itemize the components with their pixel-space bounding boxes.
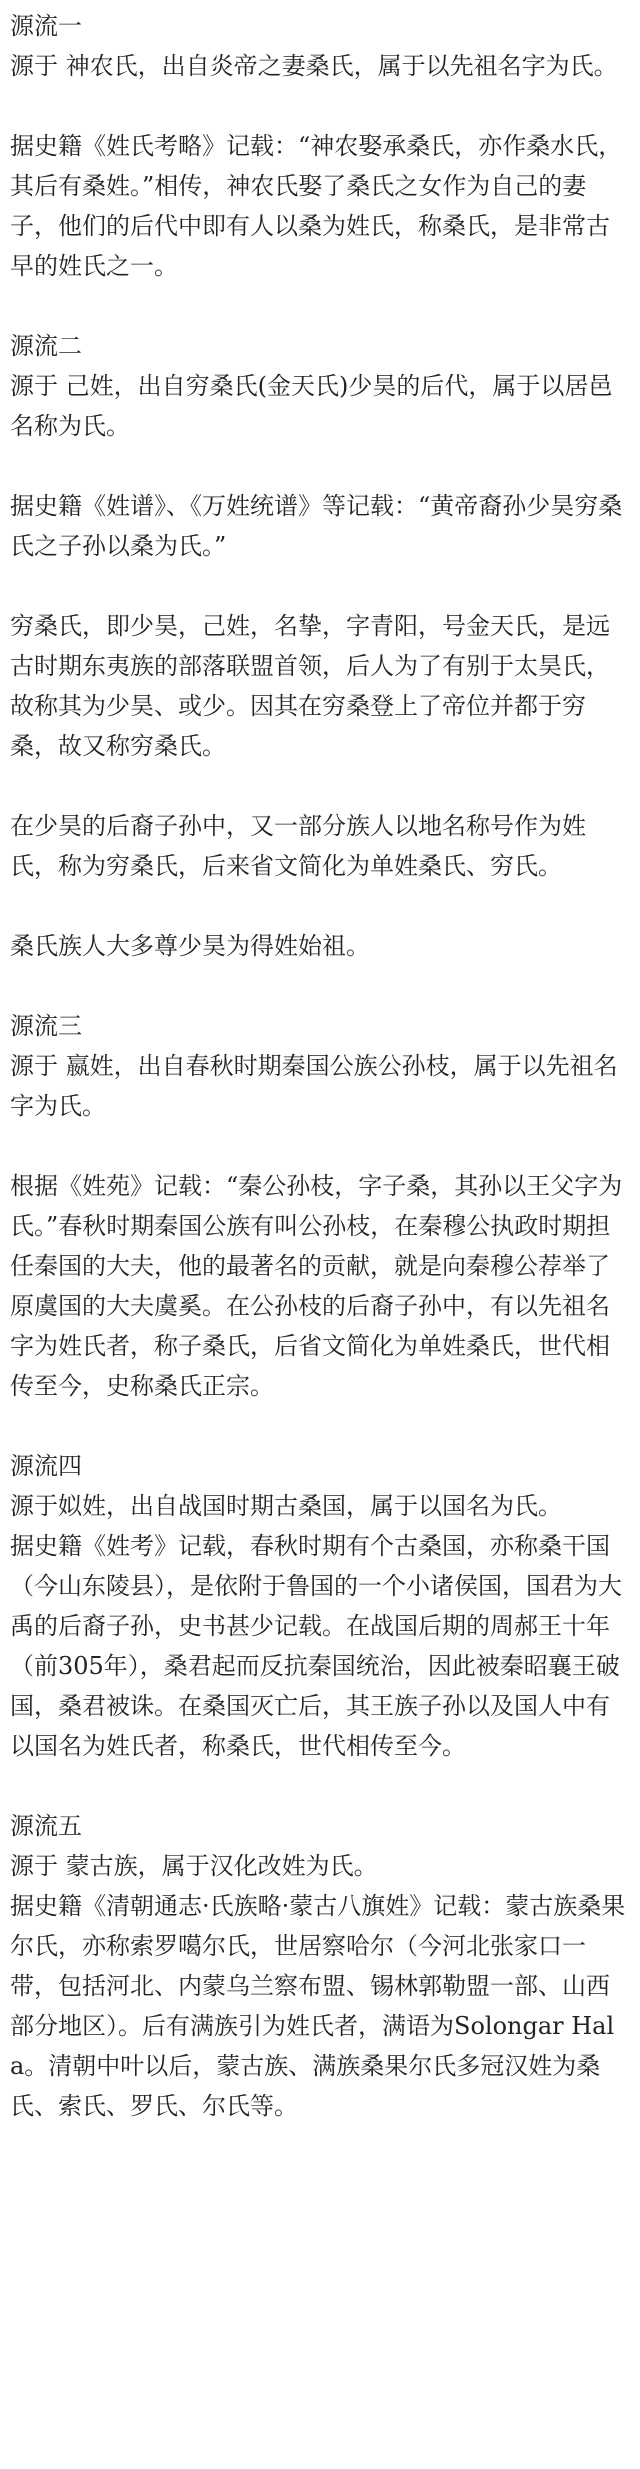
- origin-section-4: [10, 1446, 630, 1766]
- paragraph: 穷桑氏，即少昊，己姓，名挚，字青阳，号金天氏，是远古时期东夷族的部落联盟首领，后人为了有别于太昊氏，故称其为少昊、或少。因其在穷桑登上了帝位并都于穷桑，故又称穷桑氏。: [10, 612, 610, 760]
- section-heading: 源流二: [10, 332, 82, 360]
- paragraph: 据史籍《姓考》记载，春秋时期有个古桑国，亦称桑干国（今山东陵县），是依附于鲁国的一个小诸侯国，国君为大禹的后裔子孙，史书甚少记载。在战国后期的周郝王十年（前305年），桑君起而反抗秦国统治，因此被秦昭襄王破国，桑君被诛。在桑国灭亡后，其王族子孙以及国人中有以国名为姓氏者，称桑氏，世代相传至今。: [10, 1532, 622, 1760]
- paragraph: 桑氏族人大多尊少昊为得姓始祖。: [10, 932, 370, 960]
- section-heading: 源流四: [10, 1452, 82, 1480]
- origin-section-2: [10, 326, 630, 966]
- paragraph: 根据《姓苑》记载：“秦公孙枝，字子桑，其孙以王父字为氏。”春秋时期秦国公族有叫公孙枝，在秦穆公执政时期担任秦国的大夫，他的最著名的贡献，就是向秦穆公荐举了原虞国的大夫虞奚。在公孙枝的后裔子孙中，有以先祖名字为姓氏者，称子桑氏，后省文简化为单姓桑氏，世代相传至今，史称桑氏正宗。: [10, 1172, 623, 1400]
- paragraph: 在少昊的后裔子孙中，又一部分族人以地名称号作为姓氏，称为穷桑氏，后来省文简化为单姓桑氏、穷氏。: [10, 812, 586, 880]
- origin-summary: 源于 己姓，出自穷桑氏(金天氏)少昊的后代，属于以居邑名称为氏。: [10, 372, 613, 440]
- paragraph: 据史籍《姓氏考略》记载：“神农娶承桑氏，亦作桑水氏，其后有桑姓。”相传，神农氏娶了桑氏之女作为自己的妻子，他们的后代中即有人以桑为姓氏，称桑氏，是非常古早的姓氏之一。: [10, 132, 623, 280]
- origin-summary: 源于姒姓，出自战国时期古桑国，属于以国名为氏。: [10, 1492, 562, 1520]
- paragraph: 据史籍《姓谱》、《万姓统谱》等记载：“黄帝裔孙少昊穷桑氏之子孙以桑为氏。”: [10, 492, 623, 560]
- section-heading: 源流三: [10, 1012, 82, 1040]
- origin-summary: 源于 神农氏，出自炎帝之妻桑氏，属于以先祖名字为氏。: [10, 52, 618, 80]
- origin-section-1: [10, 6, 630, 286]
- origin-section-3: [10, 1006, 630, 1406]
- section-heading: 源流一: [10, 12, 82, 40]
- section-heading: 源流五: [10, 1812, 82, 1840]
- paragraph: 据史籍《清朝通志·氏族略·蒙古八旗姓》记载：蒙古族桑果尔氏，亦称索罗噶尔氏，世居察哈尔（今河北张家口一带，包括河北、内蒙乌兰察布盟、锡林郭勒盟一部、山西部分地区）。后有满族引为姓氏者，满语为Solongar Hala。清朝中叶以后，蒙古族、满族桑果尔氏多冠汉姓为桑氏、索氏、罗氏、尔氏等。: [10, 1892, 626, 2120]
- origin-summary: 源于 嬴姓，出自春秋时期秦国公族公孙枝，属于以先祖名字为氏。: [10, 1052, 618, 1120]
- origin-section-5: [10, 1806, 630, 2126]
- origin-summary: 源于 蒙古族，属于汉化改姓为氏。: [10, 1852, 378, 1880]
